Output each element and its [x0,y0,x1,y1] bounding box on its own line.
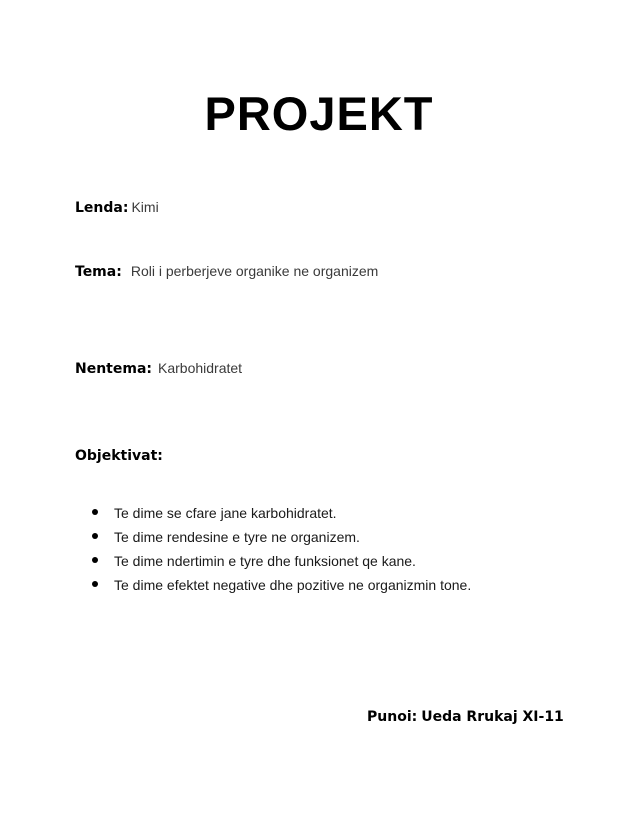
bullet-icon [92,581,98,587]
page-title: PROJEKT [204,87,434,140]
objective-text: Te dime se cfare jane karbohidratet. [114,505,337,521]
subject-value: Kimi [131,199,159,215]
list-item [92,575,471,599]
list-item [92,527,471,551]
objectives-field [75,446,163,465]
subject-field [75,198,159,217]
subtopic-value: Karbohidratet [158,360,243,376]
author-line [367,708,564,726]
objective-text: Te dime ndertimin e tyre dhe funksionet qe kane. [114,553,416,569]
objective-text: Te dime efektet negative dhe pozitive ne organizmin tone. [114,577,472,593]
topic-field [75,262,378,281]
subtopic-field [75,359,242,378]
author-label: Punoi: [367,709,418,725]
bullet-icon [92,509,98,515]
author-value: Ueda Rrukaj XI-11 [421,709,564,725]
bullet-icon [92,533,98,539]
objective-text: Te dime rendesine e tyre ne organizem. [114,529,360,545]
objectives-list [92,503,471,599]
list-item [92,551,471,575]
subtopic-label: Nentema: [75,361,152,377]
topic-label: Tema: [75,264,122,280]
subject-label: Lenda: [75,200,129,216]
topic-value: Roli i perberjeve organike ne organizem [130,263,379,279]
objectives-label: Objektivat: [75,448,163,464]
list-item [92,503,471,527]
bullet-icon [92,557,98,563]
